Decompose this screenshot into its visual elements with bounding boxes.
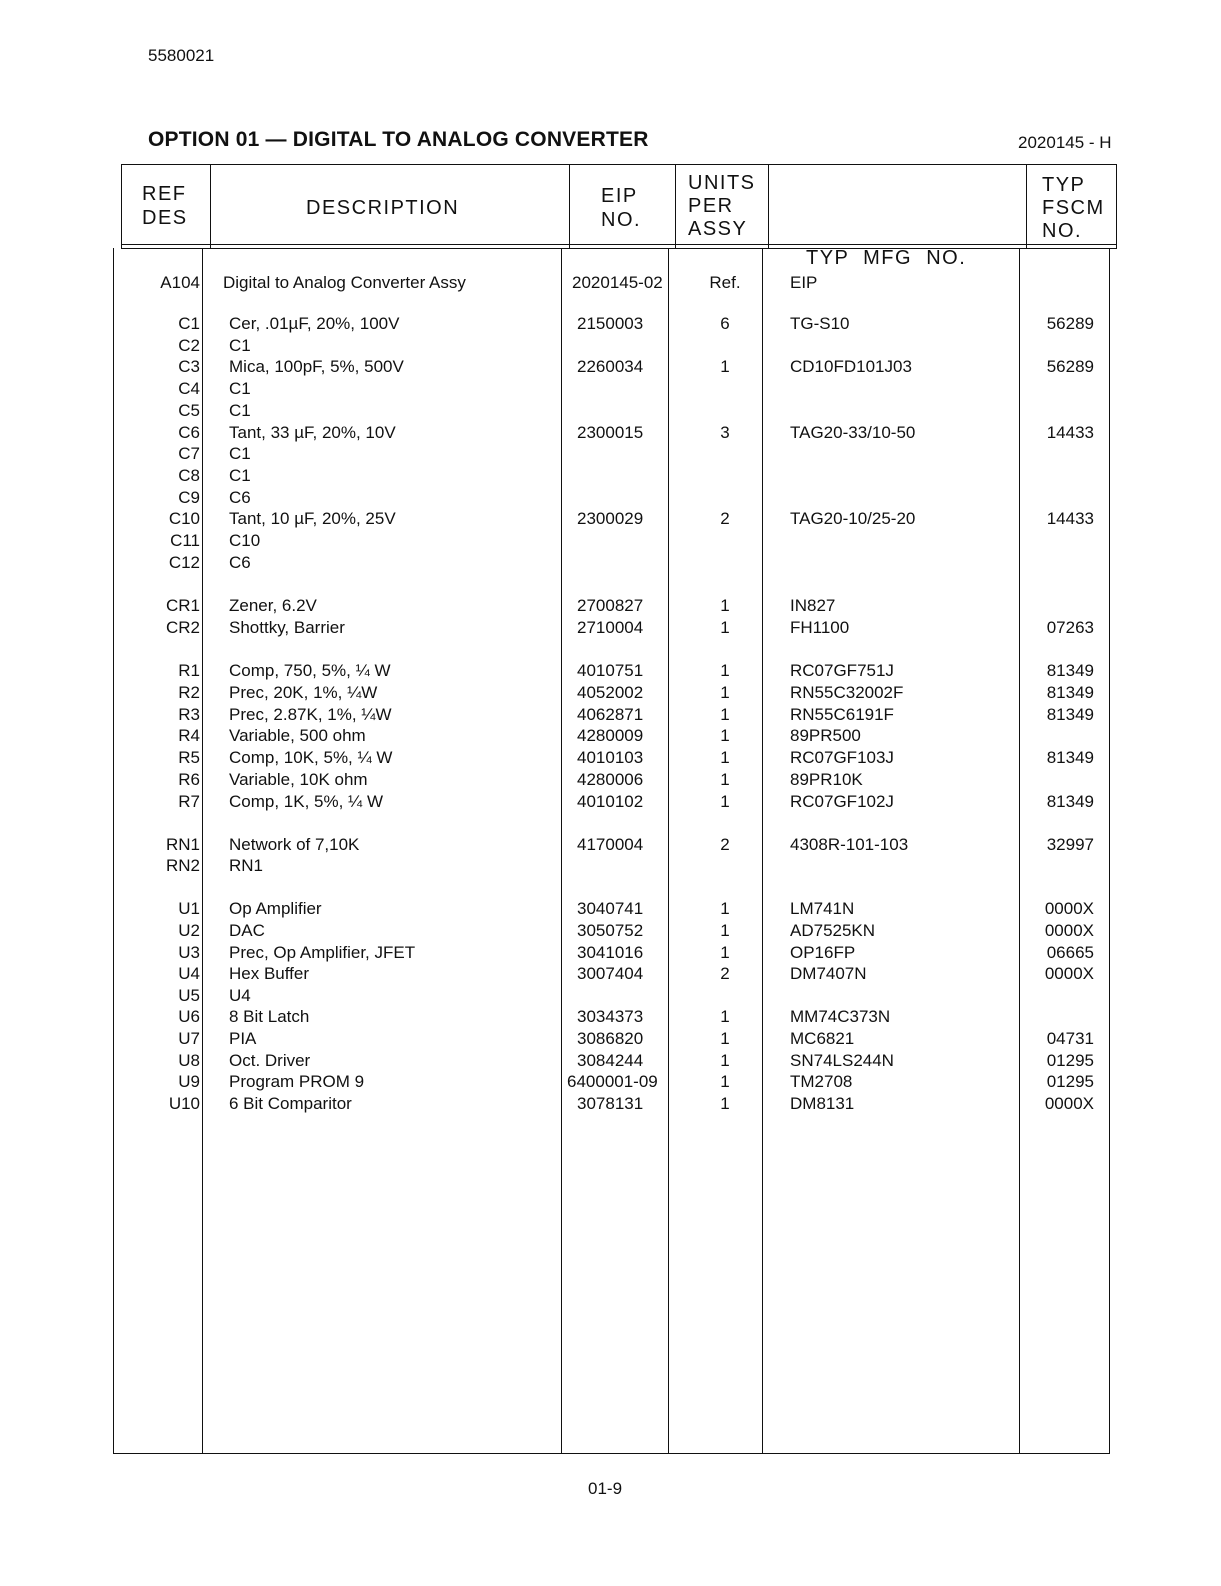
units-cell: 2 xyxy=(720,964,730,983)
table-row xyxy=(0,942,1221,964)
fscm-cell: 06665 xyxy=(1046,943,1094,962)
table-row xyxy=(0,1071,1221,1093)
table-row xyxy=(0,769,1221,791)
units-cell: 1 xyxy=(720,1051,730,1070)
units-cell: 1 xyxy=(720,726,730,745)
units-cell: 1 xyxy=(720,1007,730,1026)
ref-des-cell: C8 xyxy=(178,466,200,485)
eip-no-cell: 2020145-02 xyxy=(572,273,663,292)
fscm-cell: 81349 xyxy=(1046,748,1094,767)
description-cell: U4 xyxy=(229,986,251,1005)
col-sep-4-header xyxy=(768,164,769,248)
description-cell: Tant, 33 µF, 20%, 10V xyxy=(229,423,396,442)
description-cell: C1 xyxy=(229,336,251,355)
table-row xyxy=(0,356,1221,378)
units-cell: 1 xyxy=(720,661,730,680)
table-row xyxy=(0,1028,1221,1050)
ref-des-cell: R5 xyxy=(178,748,200,767)
table-row xyxy=(0,747,1221,769)
description-cell: Prec, 20K, 1%, ¼W xyxy=(229,683,378,702)
eip-no-cell: 4010103 xyxy=(577,748,644,767)
table-row xyxy=(0,422,1221,444)
mfg-no-cell: TAG20-33/10-50 xyxy=(790,423,916,442)
units-cell: 1 xyxy=(720,705,730,724)
eip-no-cell: 4062871 xyxy=(577,705,644,724)
description-cell: C1 xyxy=(229,466,251,485)
table-row xyxy=(0,1050,1221,1072)
description-cell: Variable, 500 ohm xyxy=(229,726,366,745)
description-cell: Zener, 6.2V xyxy=(229,596,317,615)
eip-no-cell: 3084244 xyxy=(577,1051,644,1070)
table-row xyxy=(0,963,1221,985)
header-typ-fscm-no: TYP FSCM NO. xyxy=(1042,174,1105,242)
mfg-no-cell: AD7525KN xyxy=(790,921,876,940)
mfg-no-cell: 89PR10K xyxy=(790,770,863,789)
eip-no-cell: 3040741 xyxy=(577,899,644,918)
mfg-no-cell: FH1100 xyxy=(790,618,850,637)
fscm-cell: 01295 xyxy=(1046,1072,1094,1091)
units-cell: 1 xyxy=(720,899,730,918)
ref-des-cell: U2 xyxy=(178,921,200,940)
page-title: OPTION 01 — DIGITAL TO ANALOG CONVERTER xyxy=(148,128,649,151)
description-cell: Variable, 10K ohm xyxy=(229,770,368,789)
description-cell: Mica, 100pF, 5%, 500V xyxy=(229,357,404,376)
mfg-no-cell: 89PR500 xyxy=(790,726,861,745)
fscm-cell: 01295 xyxy=(1046,1051,1094,1070)
description-cell: Cer, .01µF, 20%, 100V xyxy=(229,314,400,333)
header-rule-2 xyxy=(121,248,1117,249)
mfg-no-cell: IN827 xyxy=(790,596,836,615)
mfg-no-cell: DM7407N xyxy=(790,964,867,983)
ref-des-cell: C7 xyxy=(178,444,200,463)
table-row xyxy=(0,1093,1221,1115)
table-row xyxy=(0,443,1221,465)
eip-no-cell: 3041016 xyxy=(577,943,644,962)
mfg-no-cell: RC07GF103J xyxy=(790,748,894,767)
description-cell: C1 xyxy=(229,379,251,398)
eip-no-cell: 3034373 xyxy=(577,1007,644,1026)
eip-no-cell: 2300015 xyxy=(577,423,644,442)
units-cell: 6 xyxy=(720,314,730,333)
description-cell: Program PROM 9 xyxy=(229,1072,365,1091)
ref-des-cell: R6 xyxy=(178,770,200,789)
eip-no-cell: 4010751 xyxy=(577,661,644,680)
description-cell: PIA xyxy=(229,1029,257,1048)
mfg-no-cell: TAG20-10/25-20 xyxy=(790,509,916,528)
ref-des-cell: R7 xyxy=(178,792,200,811)
ref-des-cell: C11 xyxy=(170,531,200,550)
mfg-no-cell: OP16FP xyxy=(790,943,856,962)
ref-des-cell: U10 xyxy=(168,1094,200,1113)
description-cell: RN1 xyxy=(229,856,264,875)
col-sep-3-header xyxy=(675,164,676,248)
description-cell: C1 xyxy=(229,444,251,463)
table-row xyxy=(0,400,1221,422)
eip-no-cell: 3078131 xyxy=(577,1094,644,1113)
ref-des-cell: R4 xyxy=(178,726,200,745)
eip-no-cell: 2700827 xyxy=(577,596,644,615)
units-cell: 1 xyxy=(720,943,730,962)
ref-des-cell: CR2 xyxy=(165,618,200,637)
table-row xyxy=(0,378,1221,400)
description-cell: Shottky, Barrier xyxy=(229,618,345,637)
col-sep-5-header xyxy=(1026,164,1027,248)
header-units-per-assy: UNITS PER ASSY xyxy=(688,172,756,240)
ref-des-cell: C2 xyxy=(178,336,200,355)
col-sep-1-header xyxy=(210,164,211,248)
table-row xyxy=(0,704,1221,726)
ref-des-cell: U3 xyxy=(178,943,200,962)
ref-des-cell: U4 xyxy=(178,964,200,983)
description-cell: Comp, 1K, 5%, ¼ W xyxy=(229,792,383,811)
mfg-no-cell: MM74C373N xyxy=(790,1007,891,1026)
fscm-cell: 14433 xyxy=(1046,423,1094,442)
description-cell: Digital to Analog Converter Assy xyxy=(223,273,466,292)
eip-no-cell: 4280006 xyxy=(577,770,644,789)
header-ref-des: REF DES xyxy=(142,183,188,229)
description-cell: 8 Bit Latch xyxy=(229,1007,310,1026)
table-row xyxy=(0,617,1221,639)
table-row xyxy=(0,920,1221,942)
fscm-cell: 81349 xyxy=(1046,661,1094,680)
units-cell: 1 xyxy=(720,357,730,376)
eip-no-cell: 4170004 xyxy=(577,835,644,854)
header-eip-no: EIP NO. xyxy=(601,185,642,231)
description-cell: Network of 7,10K xyxy=(229,835,360,854)
table-row xyxy=(0,465,1221,487)
description-cell: DAC xyxy=(229,921,265,940)
description-cell: 6 Bit Comparitor xyxy=(229,1094,352,1113)
header-rule-1 xyxy=(121,244,1117,245)
ref-des-cell: U8 xyxy=(178,1051,200,1070)
description-cell: C6 xyxy=(229,488,251,507)
mfg-no-cell: TG-S10 xyxy=(790,314,850,333)
table-row xyxy=(0,530,1221,552)
description-cell: C6 xyxy=(229,553,251,572)
description-cell: Oct. Driver xyxy=(229,1051,311,1070)
mfg-no-cell: MC6821 xyxy=(790,1029,855,1048)
description-cell: Tant, 10 µF, 20%, 25V xyxy=(229,509,396,528)
document-number: 5580021 xyxy=(148,46,215,65)
fscm-cell: 0000X xyxy=(1044,899,1094,918)
eip-no-cell: 4010102 xyxy=(577,792,644,811)
ref-des-cell: R3 xyxy=(178,705,200,724)
units-cell: 1 xyxy=(720,792,730,811)
ref-des-cell: R2 xyxy=(178,683,200,702)
units-cell: 1 xyxy=(720,921,730,940)
table-row xyxy=(0,272,1221,294)
table-row xyxy=(0,487,1221,509)
header-typ-mfg-no: TYP MFG NO. xyxy=(806,247,967,269)
fscm-cell: 56289 xyxy=(1046,314,1094,333)
mfg-no-cell: RN55C32002F xyxy=(790,683,904,702)
ref-des-cell: C6 xyxy=(178,423,200,442)
units-cell: 1 xyxy=(720,1029,730,1048)
fscm-cell: 81349 xyxy=(1046,792,1094,811)
eip-no-cell: 4052002 xyxy=(577,683,644,702)
table-row xyxy=(0,335,1221,357)
ref-des-cell: U6 xyxy=(178,1007,200,1026)
fscm-cell: 0000X xyxy=(1044,964,1094,983)
table-row xyxy=(0,834,1221,856)
fscm-cell: 0000X xyxy=(1044,921,1094,940)
eip-no-cell: 3050752 xyxy=(577,921,644,940)
eip-no-cell: 2710004 xyxy=(577,618,644,637)
units-cell: 1 xyxy=(720,1072,730,1091)
units-cell: 1 xyxy=(720,618,730,637)
table-border-right-header xyxy=(1116,164,1117,248)
mfg-no-cell: LM741N xyxy=(790,899,855,918)
ref-des-cell: C12 xyxy=(168,553,200,572)
fscm-cell: 14433 xyxy=(1046,509,1094,528)
col-sep-2-header xyxy=(569,164,570,248)
mfg-no-cell: SN74LS244N xyxy=(790,1051,894,1070)
mfg-no-cell: TM2708 xyxy=(790,1072,853,1091)
units-cell: 1 xyxy=(720,748,730,767)
ref-des-cell: C1 xyxy=(178,314,200,333)
eip-no-cell: 3086820 xyxy=(577,1029,644,1048)
table-row xyxy=(0,791,1221,813)
eip-no-cell: 2300029 xyxy=(577,509,644,528)
table-row xyxy=(0,1006,1221,1028)
units-cell: 1 xyxy=(720,1094,730,1113)
fscm-cell: 0000X xyxy=(1044,1094,1094,1113)
eip-no-cell: 2260034 xyxy=(577,357,644,376)
table-row xyxy=(0,682,1221,704)
mfg-no-cell: RN55C6191F xyxy=(790,705,894,724)
units-cell: 2 xyxy=(720,835,730,854)
units-cell: 3 xyxy=(720,423,730,442)
mfg-no-cell: DM8131 xyxy=(790,1094,855,1113)
table-row xyxy=(0,508,1221,530)
description-cell: Comp, 750, 5%, ¼ W xyxy=(229,661,391,680)
assembly-part-number: 2020145 - H xyxy=(1018,133,1112,152)
ref-des-cell: RN1 xyxy=(165,835,200,854)
description-cell: C1 xyxy=(229,401,251,420)
mfg-no-cell: RC07GF102J xyxy=(790,792,894,811)
eip-no-cell: 6400001-09 xyxy=(567,1072,658,1091)
mfg-no-cell: RC07GF751J xyxy=(790,661,894,680)
description-cell: C10 xyxy=(229,531,261,550)
mfg-no-cell: 4308R-101-103 xyxy=(790,835,909,854)
ref-des-cell: U5 xyxy=(178,986,200,1005)
table-row xyxy=(0,898,1221,920)
table-border-left-header xyxy=(121,164,122,248)
table-row xyxy=(0,660,1221,682)
eip-no-cell: 2150003 xyxy=(577,314,644,333)
fscm-cell: 81349 xyxy=(1046,705,1094,724)
ref-des-cell: U9 xyxy=(178,1072,200,1091)
ref-des-cell: C4 xyxy=(178,379,200,398)
mfg-no-cell: CD10FD101J03 xyxy=(790,357,912,376)
header-description: DESCRIPTION xyxy=(306,197,460,219)
table-border-bottom xyxy=(113,1453,1110,1454)
ref-des-cell: U7 xyxy=(178,1029,200,1048)
table-row xyxy=(0,313,1221,335)
fscm-cell: 81349 xyxy=(1046,683,1094,702)
ref-des-cell: RN2 xyxy=(165,856,200,875)
ref-des-cell: U1 xyxy=(178,899,200,918)
description-cell: Prec, 2.87K, 1%, ¼W xyxy=(229,705,392,724)
fscm-cell: 32997 xyxy=(1046,835,1094,854)
table-row xyxy=(0,552,1221,574)
page-number: 01-9 xyxy=(588,1479,623,1498)
ref-des-cell: CR1 xyxy=(165,596,200,615)
units-cell: 1 xyxy=(720,683,730,702)
eip-no-cell: 3007404 xyxy=(577,964,644,983)
ref-des-cell: C9 xyxy=(178,488,200,507)
fscm-cell: 07263 xyxy=(1046,618,1094,637)
ref-des-cell: C10 xyxy=(168,509,200,528)
units-cell: 1 xyxy=(720,770,730,789)
table-border-top xyxy=(121,164,1117,165)
units-cell: Ref. xyxy=(709,273,741,292)
description-cell: Hex Buffer xyxy=(229,964,310,983)
description-cell: Comp, 10K, 5%, ¼ W xyxy=(229,748,393,767)
units-cell: 1 xyxy=(720,596,730,615)
description-cell: Prec, Op Amplifier, JFET xyxy=(229,943,416,962)
table-row xyxy=(0,855,1221,877)
table-row xyxy=(0,595,1221,617)
mfg-no-cell: EIP xyxy=(790,273,818,292)
ref-des-cell: C3 xyxy=(178,357,200,376)
description-cell: Op Amplifier xyxy=(229,899,322,918)
fscm-cell: 04731 xyxy=(1046,1029,1094,1048)
units-cell: 2 xyxy=(720,509,730,528)
eip-no-cell: 4280009 xyxy=(577,726,644,745)
ref-des-cell: A104 xyxy=(160,273,200,292)
ref-des-cell: R1 xyxy=(178,661,200,680)
table-row xyxy=(0,985,1221,1007)
ref-des-cell: C5 xyxy=(178,401,200,420)
fscm-cell: 56289 xyxy=(1046,357,1094,376)
table-row xyxy=(0,725,1221,747)
